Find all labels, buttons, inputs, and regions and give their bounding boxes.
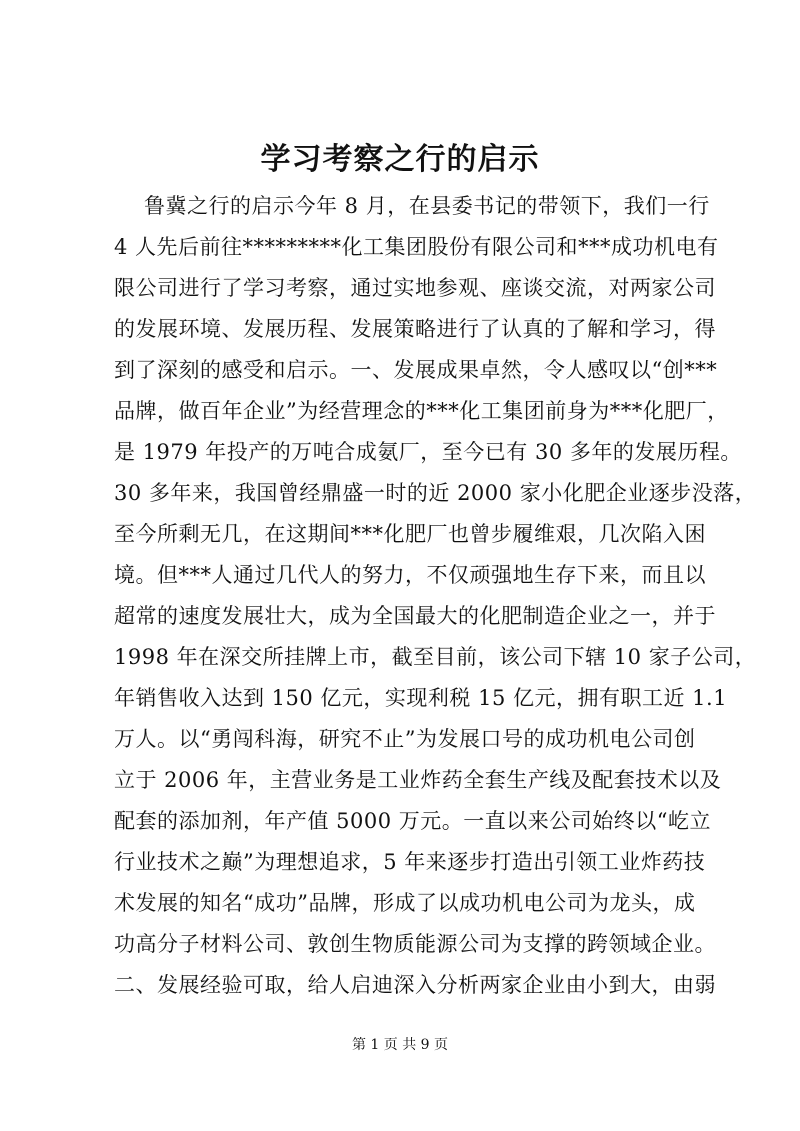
body-line: 境。但***人通过几代人的努力，不仅顽强地生存下来，而且以	[114, 563, 706, 587]
body-line: 4 人先后前往*********化工集团股份有限公司和***成功机电有	[114, 235, 719, 259]
body-line: 配套的添加剂，年产值 5000 万元。一直以来公司始终以“屹立	[114, 809, 712, 833]
body-line: 至今所剩无几，在这期间***化肥厂也曾步履维艰，几次陷入困	[114, 522, 706, 546]
body-line: 品牌，做百年企业”为经营理念的***化工集团前身为***化肥厂，	[114, 399, 729, 423]
body-line: 立于 2006 年，主营业务是工业炸药全套生产线及配套技术以及	[114, 768, 722, 792]
document-body	[114, 186, 757, 1006]
body-line: 超常的速度发展壮大，成为全国最大的化肥制造企业之一，并于	[114, 604, 716, 628]
body-line: 限公司进行了学习考察，通过实地参观、座谈交流，对两家公司	[114, 276, 716, 300]
body-line: 的发展环境、发展历程、发展策略进行了认真的了解和学习，得	[114, 317, 716, 341]
body-line: 鲁冀之行的启示今年 8 月，在县委书记的带领下，我们一行	[144, 194, 710, 218]
body-line: 是 1979 年投产的万吨合成氨厂，至今已有 30 多年的发展历程。	[114, 440, 742, 464]
body-line: 功高分子材料公司、敦创生物质能源公司为支撑的跨领域企业。	[114, 932, 716, 956]
body-line: 30 多年来，我国曾经鼎盛一时的近 2000 家小化肥企业逐步没落，	[114, 481, 757, 505]
document-title: 学习考察之行的启示	[260, 142, 540, 177]
page-footer: 第 1 页 共 9 页	[351, 1037, 449, 1053]
body-line: 到了深刻的感受和启示。一、发展成果卓然，令人感叹以“创***	[114, 358, 718, 382]
body-line: 1998 年在深交所挂牌上市，截至目前，该公司下辖 10 家子公司，	[114, 645, 757, 669]
body-line: 术发展的知名“成功”品牌，形成了以成功机电公司为龙头，成	[114, 891, 696, 915]
body-line: 万人。以“勇闯科海，研究不止”为发展口号的成功机电公司创	[114, 727, 696, 751]
body-line: 二、发展经验可取，给人启迪深入分析两家企业由小到大，由弱	[114, 973, 716, 997]
body-line: 年销售收入达到 150 亿元，实现利税 15 亿元，拥有职工近 1.1	[114, 686, 728, 710]
body-line: 行业技术之巅”为理想追求，5 年来逐步打造出引领工业炸药技	[114, 850, 706, 874]
